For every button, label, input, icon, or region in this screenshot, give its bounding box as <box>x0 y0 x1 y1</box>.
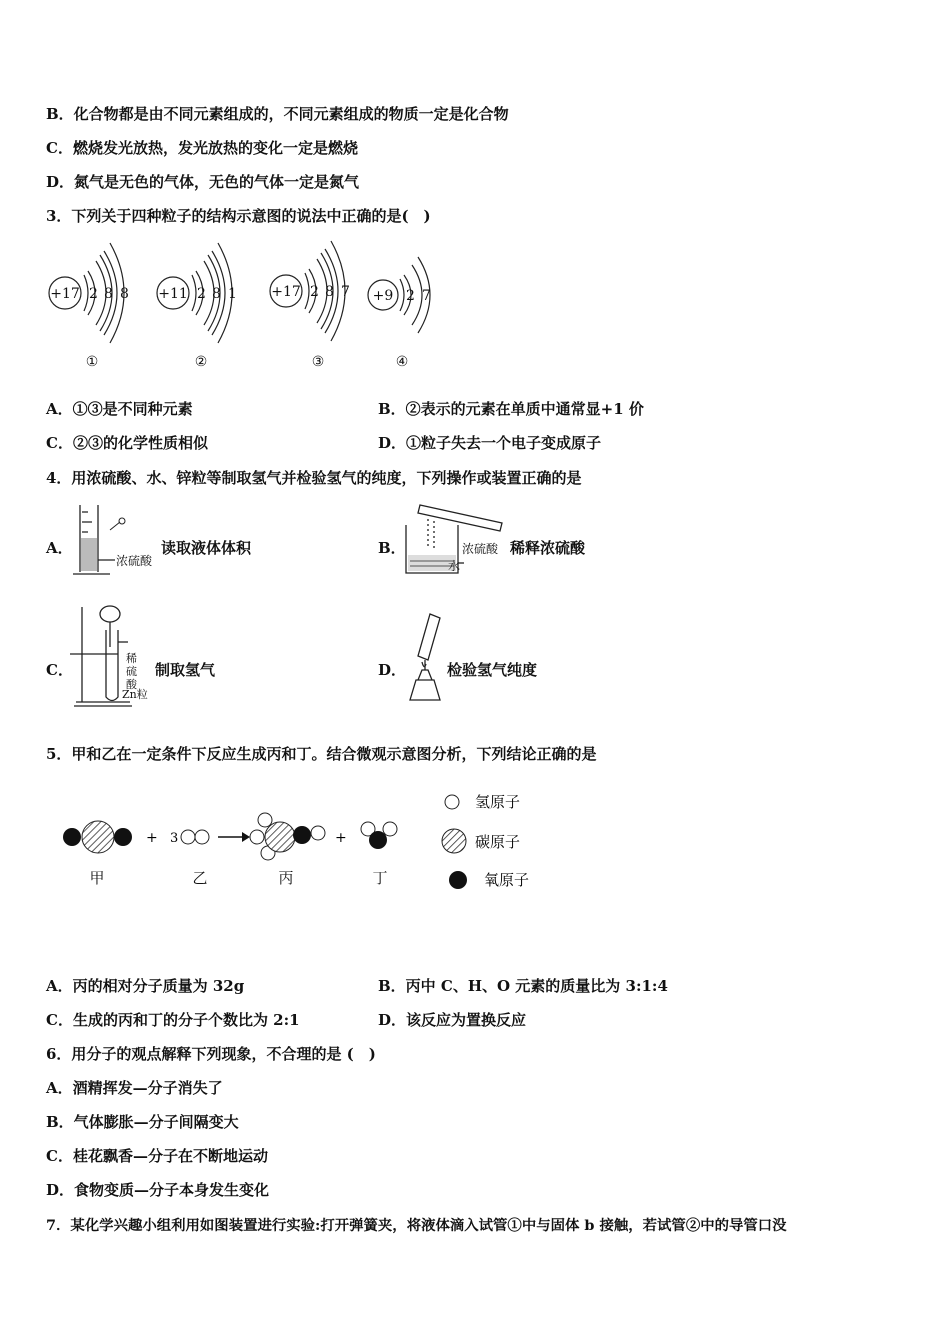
q3-option-d: D．①粒子失去一个电子变成原子 <box>378 434 602 452</box>
q4-option-d-letter: D． <box>378 661 407 679</box>
q4-stem: 4．用浓硫酸、水、锌粒等制取氢气并检验氢气的纯度，下列操作或装置正确的是 <box>46 469 582 487</box>
yi-hydrogen-1 <box>181 830 195 844</box>
legend-carbon: 碳原子 <box>475 833 521 851</box>
legend-oxygen-icon <box>449 871 467 889</box>
particle-4-nucleus: +9 <box>372 288 394 304</box>
reaction-micro-diagram <box>50 780 610 895</box>
water-label: 水 <box>448 559 461 573</box>
particle-2-shell-3: 1 <box>228 286 237 302</box>
q5-option-c: C．生成的丙和丁的分子个数比为 2:1 <box>46 1011 300 1029</box>
q4-option-a-letter: A． <box>46 539 73 557</box>
q5-option-d: D．该反应为置换反应 <box>378 1011 527 1029</box>
sulfuric-label: 硫 <box>126 665 137 678</box>
q6-stem: 6．用分子的观点解释下列现象，不合理的是 ( ) <box>46 1045 376 1063</box>
q4-option-c-text: 制取氢气 <box>155 661 216 679</box>
particle-1-shell-3: 8 <box>120 286 129 302</box>
q2-option-b: B．化合物都是由不同元素组成的，不同元素组成的物质一定是化合物 <box>46 105 509 123</box>
q3-option-b: B．②表示的元素在单质中通常显+1 价 <box>378 400 644 418</box>
purity-test-figure <box>400 610 450 708</box>
hydrogen-generator-figure <box>70 602 155 708</box>
q4-option-d-text: 检验氢气纯度 <box>447 661 538 679</box>
particle-2-shell-1: 2 <box>197 286 206 302</box>
ding-oxygen <box>369 831 387 849</box>
particle-2-label: ② <box>194 354 208 370</box>
bing-carbon <box>265 822 295 852</box>
dilute-label: 稀 <box>126 652 137 665</box>
particle-1-nucleus: +17 <box>50 286 80 302</box>
q3-option-a: A．①③是不同种元素 <box>46 400 193 418</box>
graduated-cylinder-figure <box>70 500 165 578</box>
jia-carbon <box>82 821 114 853</box>
particle-1-shell-2: 8 <box>104 286 113 302</box>
q4-option-b-letter: B． <box>378 539 406 557</box>
plus-1: + <box>146 830 158 846</box>
q3-option-c: C．②③的化学性质相似 <box>46 434 208 452</box>
bing-oxygen <box>293 826 311 844</box>
jia-oxygen-1 <box>63 828 81 846</box>
concentrated-acid-label: 浓硫酸 <box>116 554 153 568</box>
q6-option-a: A．酒精挥发—分子消失了 <box>46 1079 223 1097</box>
legend-hydrogen: 氢原子 <box>475 793 521 811</box>
q3-stem: 3．下列关于四种粒子的结构示意图的说法中正确的是( ) <box>46 207 431 225</box>
q4-option-c-letter: C． <box>46 661 73 679</box>
particle-3-shell-3: 7 <box>341 284 350 300</box>
q6-option-b: B．气体膨胀—分子间隔变大 <box>46 1113 239 1131</box>
concentrated-acid-label-b: 浓硫酸 <box>462 542 499 556</box>
dilution-figure <box>400 493 510 578</box>
particle-1-label: ① <box>85 354 99 370</box>
particle-2-nucleus: +11 <box>158 286 188 302</box>
q5-option-b: B．丙中 C、H、O 元素的质量比为 3:1:4 <box>378 977 668 995</box>
q6-option-c: C．桂花飘香—分子在不断地运动 <box>46 1147 268 1165</box>
name-yi: 乙 <box>192 869 208 887</box>
q6-option-d: D．食物变质—分子本身发生变化 <box>46 1181 270 1199</box>
particle-3-shell-2: 8 <box>325 284 334 300</box>
ding-hydrogen-2 <box>383 822 397 836</box>
q5-option-a: A．丙的相对分子质量为 32g <box>46 977 245 995</box>
bing-hydrogen-1 <box>258 813 272 827</box>
particle-4-label: ④ <box>395 354 409 370</box>
particle-3-label: ③ <box>311 354 325 370</box>
particle-1-shell-1: 2 <box>89 286 98 302</box>
particle-3-shell-1: 2 <box>310 284 319 300</box>
name-bing: 丙 <box>278 869 294 887</box>
particle-4-shell-1: 2 <box>406 288 415 304</box>
reaction-arrow <box>218 832 250 842</box>
particle-2-shell-2: 8 <box>212 286 221 302</box>
particle-3-nucleus: +17 <box>271 284 301 300</box>
q7-stem: 7．某化学兴趣小组利用如图装置进行实验:打开弹簧夹，将液体滴入试管①中与固体 b 接触，若试管②中的导管口没 <box>46 1217 787 1234</box>
bing-hydrogen-2 <box>250 830 264 844</box>
legend-carbon-icon <box>442 829 466 853</box>
q2-option-d: D．氮气是无色的气体，无色的气体一定是氮气 <box>46 173 360 191</box>
q2-option-c: C．燃烧发光放热，发光放热的变化一定是燃烧 <box>46 139 358 157</box>
name-ding: 丁 <box>372 869 388 887</box>
legend-hydrogen-icon <box>445 795 459 809</box>
q4-option-b-text: 稀释浓硫酸 <box>510 539 586 557</box>
acid-label: 酸 <box>126 678 137 691</box>
jia-oxygen-2 <box>114 828 132 846</box>
zinc-granule-label: Zn粒 <box>122 688 148 701</box>
bing-hydrogen-4 <box>311 826 325 840</box>
plus-2: + <box>335 830 347 846</box>
coefficient-3: 3 <box>170 831 179 846</box>
q3-particle-diagrams <box>40 235 460 375</box>
name-jia: 甲 <box>89 869 105 887</box>
yi-hydrogen-2 <box>195 830 209 844</box>
legend-oxygen: 氧原子 <box>484 871 530 889</box>
q5-stem: 5．甲和乙在一定条件下反应生成丙和丁。结合微观示意图分析，下列结论正确的是 <box>46 745 597 763</box>
particle-4-shell-2: 7 <box>422 288 431 304</box>
q4-option-a-text: 读取液体体积 <box>161 539 252 557</box>
